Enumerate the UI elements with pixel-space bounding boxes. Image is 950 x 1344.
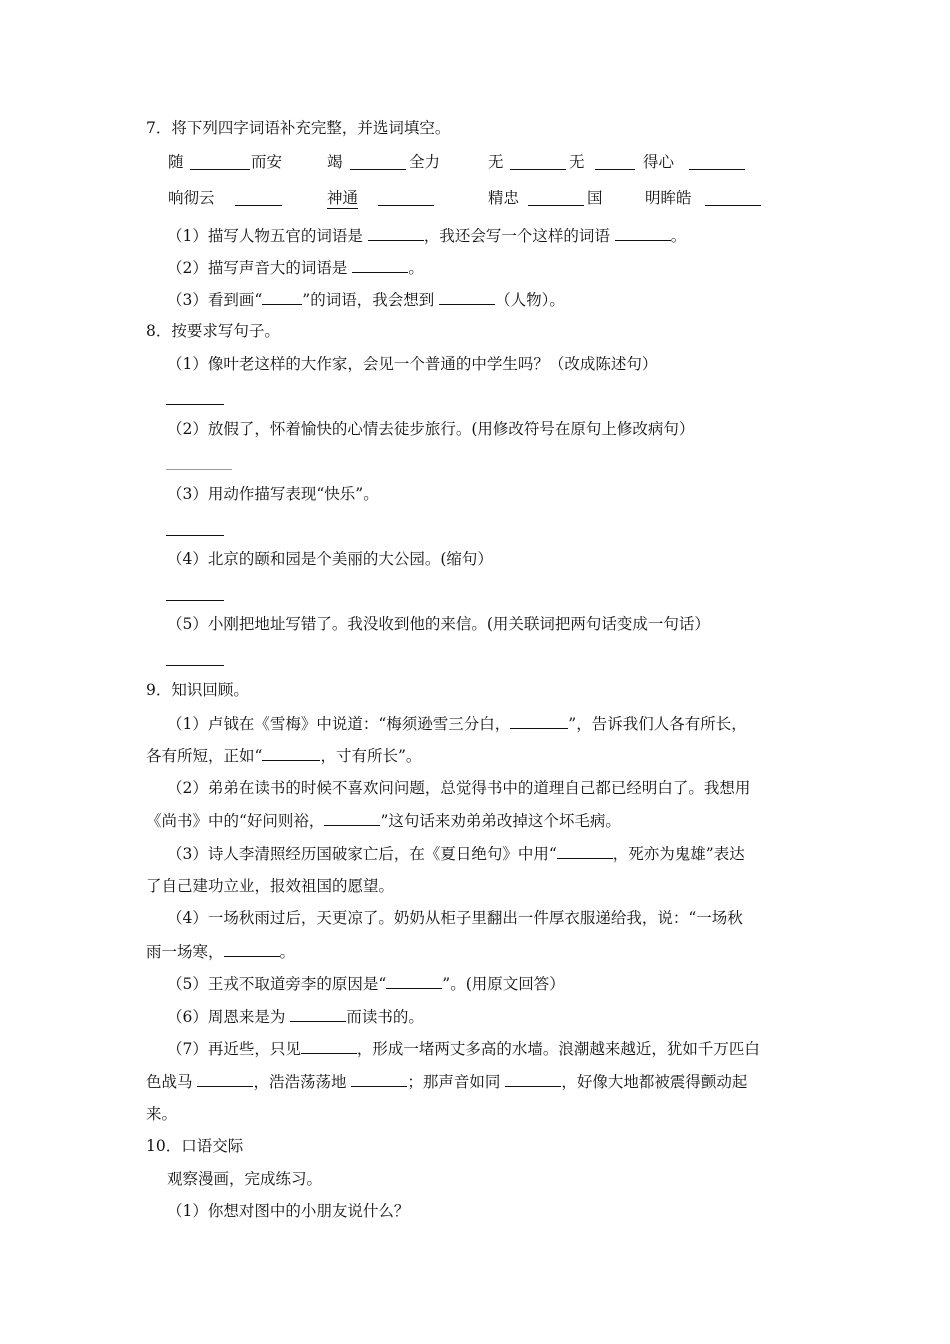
fill-blank[interactable] bbox=[689, 154, 745, 170]
answer-line[interactable] bbox=[166, 665, 224, 666]
q9-sub7-line1: （7）再近些，只见 ，形成一堵两丈多高的水墙。浪潮越来越近，犹如千万匹白 bbox=[167, 1040, 760, 1058]
q9-sub6: （6）周恩来是为 而读书的。 bbox=[167, 1008, 424, 1026]
q9-sub4-line1: （4）一场秋雨过后，天更凉了。奶奶从柜子里翻出一件厚衣服递给我，说：“一场秋 bbox=[167, 909, 743, 927]
q7-sub3: （3）看到画“ ”的词语，我会想到 （人物）。 bbox=[167, 291, 565, 309]
word-part: 无 bbox=[569, 153, 585, 171]
fill-blank[interactable] bbox=[262, 289, 302, 305]
fill-blank[interactable] bbox=[351, 1071, 407, 1087]
q8-title: 8．按要求写句子。 bbox=[146, 322, 280, 340]
word-part: 随 bbox=[168, 153, 184, 171]
fill-blank[interactable] bbox=[439, 289, 495, 305]
fill-blank[interactable] bbox=[505, 1071, 561, 1087]
word-part: 精忠 bbox=[488, 189, 520, 207]
fill-blank[interactable] bbox=[557, 843, 613, 859]
fill-blank[interactable] bbox=[510, 713, 568, 729]
word-part-underlined: 神通 bbox=[327, 189, 359, 207]
q9-sub1-line1: （1）卢钺在《雪梅》中说道：“梅须逊雪三分白， ”，告诉我们人各有所长， bbox=[167, 715, 747, 733]
q9-sub2-line2: 《尚书》中的“好问则裕， ”这句话来劝弟弟改掉这个坏毛病。 bbox=[146, 812, 621, 830]
q9-sub3-line1: （3）诗人李清照经历国破家亡后，在《夏日绝句》中用“ ，死亦为鬼雄”表达 bbox=[167, 845, 745, 863]
q8-sub1: （1）像叶老这样的大作家，会见一个普通的中学生吗？（改成陈述句） bbox=[167, 355, 658, 373]
fill-blank[interactable] bbox=[386, 973, 442, 989]
fill-blank[interactable] bbox=[378, 190, 434, 206]
q7-title: 7．将下列四字词语补充完整，并选词填空。 bbox=[146, 119, 451, 137]
q9-sub2-line1: （2）弟弟在读书的时候不喜欢问问题，总觉得书中的道理自己都已经明白了。我想用 bbox=[167, 779, 751, 797]
word-part: 而安 bbox=[251, 153, 283, 171]
answer-line[interactable] bbox=[166, 469, 232, 470]
q9-sub4-line2: 雨一场寒， 。 bbox=[146, 943, 296, 961]
q8-sub5: （5）小刚把地址写错了。我没收到他的来信。(用关联词把两句话变成一句话） bbox=[167, 615, 710, 633]
word-part: 得心 bbox=[643, 153, 675, 171]
word-part: 竭 bbox=[327, 153, 343, 171]
fill-blank[interactable] bbox=[224, 941, 280, 957]
word-part: 无 bbox=[488, 153, 504, 171]
q9-sub7-line3: 来。 bbox=[146, 1105, 178, 1123]
fill-blank[interactable] bbox=[197, 1071, 253, 1087]
q9-title: 9．知识回顾。 bbox=[146, 681, 249, 699]
fill-blank[interactable] bbox=[615, 225, 671, 241]
fill-blank[interactable] bbox=[368, 225, 424, 241]
word-part: 全力 bbox=[409, 153, 441, 171]
fill-blank[interactable] bbox=[301, 1038, 357, 1054]
fill-blank[interactable] bbox=[595, 154, 635, 170]
q8-sub2: （2）放假了，怀着愉快的心情去徒步旅行。(用修改符号在原句上修改病句） bbox=[167, 420, 695, 438]
fill-blank[interactable] bbox=[705, 190, 761, 206]
fill-blank[interactable] bbox=[528, 190, 584, 206]
q8-sub4: （4）北京的颐和园是个美丽的大公园。(缩句） bbox=[167, 550, 493, 568]
word-part: 明眸皓 bbox=[645, 189, 692, 207]
answer-line[interactable] bbox=[166, 535, 224, 536]
word-part: 响彻云 bbox=[168, 189, 215, 207]
q9-sub7-line2: 色战马 ，浩浩荡荡地 ；那声音如同 ，好像大地都被震得颤动起 bbox=[146, 1073, 748, 1091]
q9-sub3-line2: 了自己建功立业，报效祖国的愿望。 bbox=[146, 877, 395, 895]
fill-blank[interactable] bbox=[324, 810, 380, 826]
answer-line[interactable] bbox=[166, 404, 224, 405]
q10-sub1: （1）你想对图中的小朋友说什么？ bbox=[167, 1202, 410, 1220]
q7-sub2: （2）描写声音大的词语是 。 bbox=[167, 259, 424, 277]
word-part: 国 bbox=[587, 189, 603, 207]
fill-blank[interactable] bbox=[235, 190, 282, 206]
fill-blank[interactable] bbox=[190, 154, 250, 170]
q10-intro: 观察漫画，完成练习。 bbox=[167, 1170, 323, 1188]
q8-sub3: （3）用动作描写表现“快乐”。 bbox=[167, 485, 379, 503]
q10-title: 10．口语交际 bbox=[146, 1137, 244, 1155]
fill-blank[interactable] bbox=[262, 745, 320, 761]
fill-blank[interactable] bbox=[290, 1006, 346, 1022]
fill-blank[interactable] bbox=[510, 154, 566, 170]
answer-line[interactable] bbox=[166, 600, 224, 601]
q9-sub1-line2: 各有所短，正如“ ，寸有所长”。 bbox=[146, 747, 422, 765]
q7-sub1: （1）描写人物五官的词语是 ，我还会写一个这样的词语 。 bbox=[167, 227, 687, 245]
q9-sub5: （5）王戎不取道旁李的原因是“ ”。(用原文回答） bbox=[167, 975, 565, 993]
fill-blank[interactable] bbox=[350, 154, 406, 170]
fill-blank[interactable] bbox=[352, 257, 408, 273]
